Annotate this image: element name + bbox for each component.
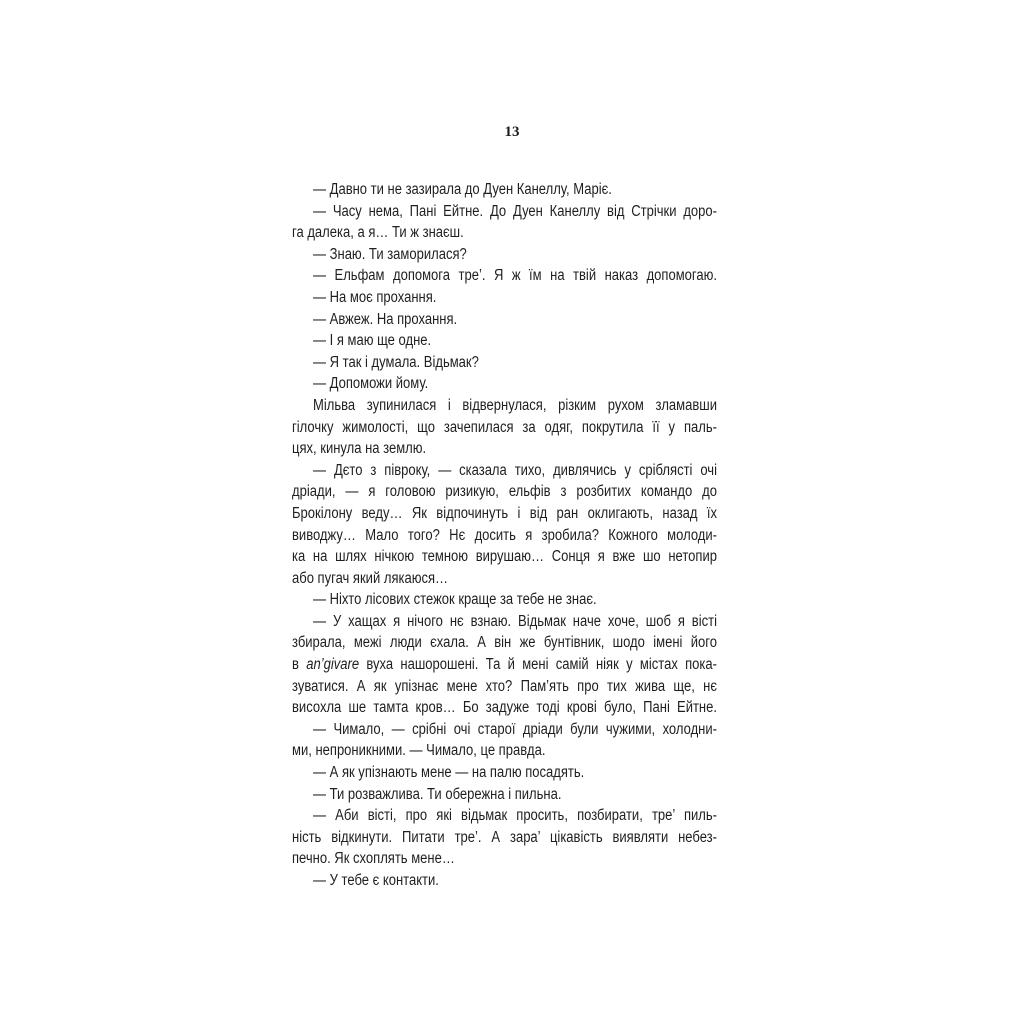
text-line (292, 503, 717, 525)
text-line (292, 460, 717, 482)
text-line-content: — Дєто з півроку, — сказала тихо, дивлячись у сріблясті очі (313, 461, 717, 479)
text-line-content (292, 654, 717, 676)
text-line (292, 805, 717, 827)
text-line-content: — Допоможи йому. (313, 375, 429, 393)
text-line (292, 740, 717, 762)
text-line-content: дріади, — я головою ризикую, ельфів з розбитих командо до (292, 483, 717, 501)
text-line (292, 438, 717, 460)
text-line (292, 179, 717, 201)
text-line-content: ність відкинути. Питати тре’. А зара’ цікавість виявляти небез- (292, 828, 717, 846)
text-line (292, 697, 717, 719)
text-line-content: Мільва зупинилася і відвернулася, різким рухом зламавши (313, 396, 717, 414)
text-line-content: — Чимало, — срібні очі старої дріади були чужими, холодни- (313, 720, 717, 738)
text-line (292, 827, 717, 849)
text-line-content: ка на шлях нічкою темною вирушаю… Сонця я вже шо нетопир (292, 548, 717, 566)
text-line-content: цях, кинула на землю. (292, 440, 427, 458)
text-line-content: ми, непроникними. — Чимало, це правда. (292, 742, 546, 760)
text-line-content: печно. Як схоплять мене… (292, 850, 455, 868)
text-line (292, 352, 717, 374)
text-line-content: або пугач який лякаюся… (292, 569, 449, 587)
text-line (292, 632, 717, 654)
text-line-content: — А як упізнають мене — на палю посадять. (313, 764, 585, 782)
text-line (292, 848, 717, 870)
page-number: 13 (504, 124, 520, 140)
text-line (292, 762, 717, 784)
italic-term: an’givare (306, 656, 360, 674)
text-line (292, 395, 717, 417)
text-line (292, 719, 717, 741)
text-line-content: — Давно ти не зазирала до Дуен Канеллу, Маріє. (313, 181, 612, 198)
text-line (292, 676, 717, 698)
text-fragment: вуха нашорошені. Та й мені самій ніяк у містах пока- (359, 656, 717, 674)
text-line (292, 546, 717, 568)
text-line (292, 330, 717, 352)
text-line-content: — На моє прохання. (313, 288, 437, 306)
text-line-content: висохла ше тамта кров… Бо задуже тоді крові було, Пані Ейтне. (292, 699, 717, 717)
text-line (292, 525, 717, 547)
text-line-content: Брокілону веду… Як відпочинуть і від ран оклигають, назад їх (292, 504, 717, 522)
text-line (292, 265, 717, 287)
text-line-content: — Ти розважлива. Ти обережна і пильна. (313, 785, 562, 803)
text-line (292, 222, 717, 244)
text-line (292, 417, 717, 439)
text-line-content: га далека, а я… Ти ж знаєш. (292, 224, 464, 242)
text-line (292, 870, 717, 892)
text-fragment: в (292, 656, 307, 674)
text-line-content: — Часу нема, Пані Ейтне. До Дуен Канеллу від Стрічки доро- (313, 202, 717, 220)
text-line (292, 568, 717, 590)
text-line (292, 784, 717, 806)
text-line-content: — Ніхто лісових стежок краще за тебе не знає. (313, 591, 597, 609)
text-line-content: виводжу… Мало того? Нє досить я зробила? Кожного молоди- (292, 526, 717, 544)
text-line-content: — У хащах я нічого нє взнаю. Відьмак наче хоче, шоб я вісті (313, 612, 717, 630)
text-line-content: — У тебе є контакти. (313, 872, 439, 889)
text-line-content: — Авжеж. На прохання. (313, 310, 458, 328)
text-line-content: зуватися. А як упізнає мене хто? Пам’ять про тих жива ще, нє (292, 677, 717, 695)
text-line (292, 373, 717, 395)
text-line (292, 201, 717, 223)
text-line-content: збирала, межі люди єхала. А він же бунтівник, шодо імені його (292, 634, 717, 652)
page-body-text (292, 179, 717, 892)
text-line (292, 309, 717, 331)
text-line (292, 654, 717, 676)
text-line-content: — Я так і думала. Відьмак? (313, 353, 479, 371)
text-line (292, 287, 717, 309)
text-line-content: — Аби вісті, про які відьмак просить, позбирати, тре’ пиль- (313, 807, 717, 825)
text-line (292, 244, 717, 266)
text-line-content: — Знаю. Ти заморилася? (313, 245, 467, 263)
text-line (292, 481, 717, 503)
text-line-content: — І я маю ще одне. (313, 332, 432, 350)
text-line (292, 611, 717, 633)
text-line-content: — Ельфам допомога тре’. Я ж їм на твій наказ допомогаю. (313, 267, 717, 285)
text-line-content: гілочку жимолості, що зачепилася за одяг, покрутила її у паль- (292, 418, 717, 436)
text-line (292, 589, 717, 611)
